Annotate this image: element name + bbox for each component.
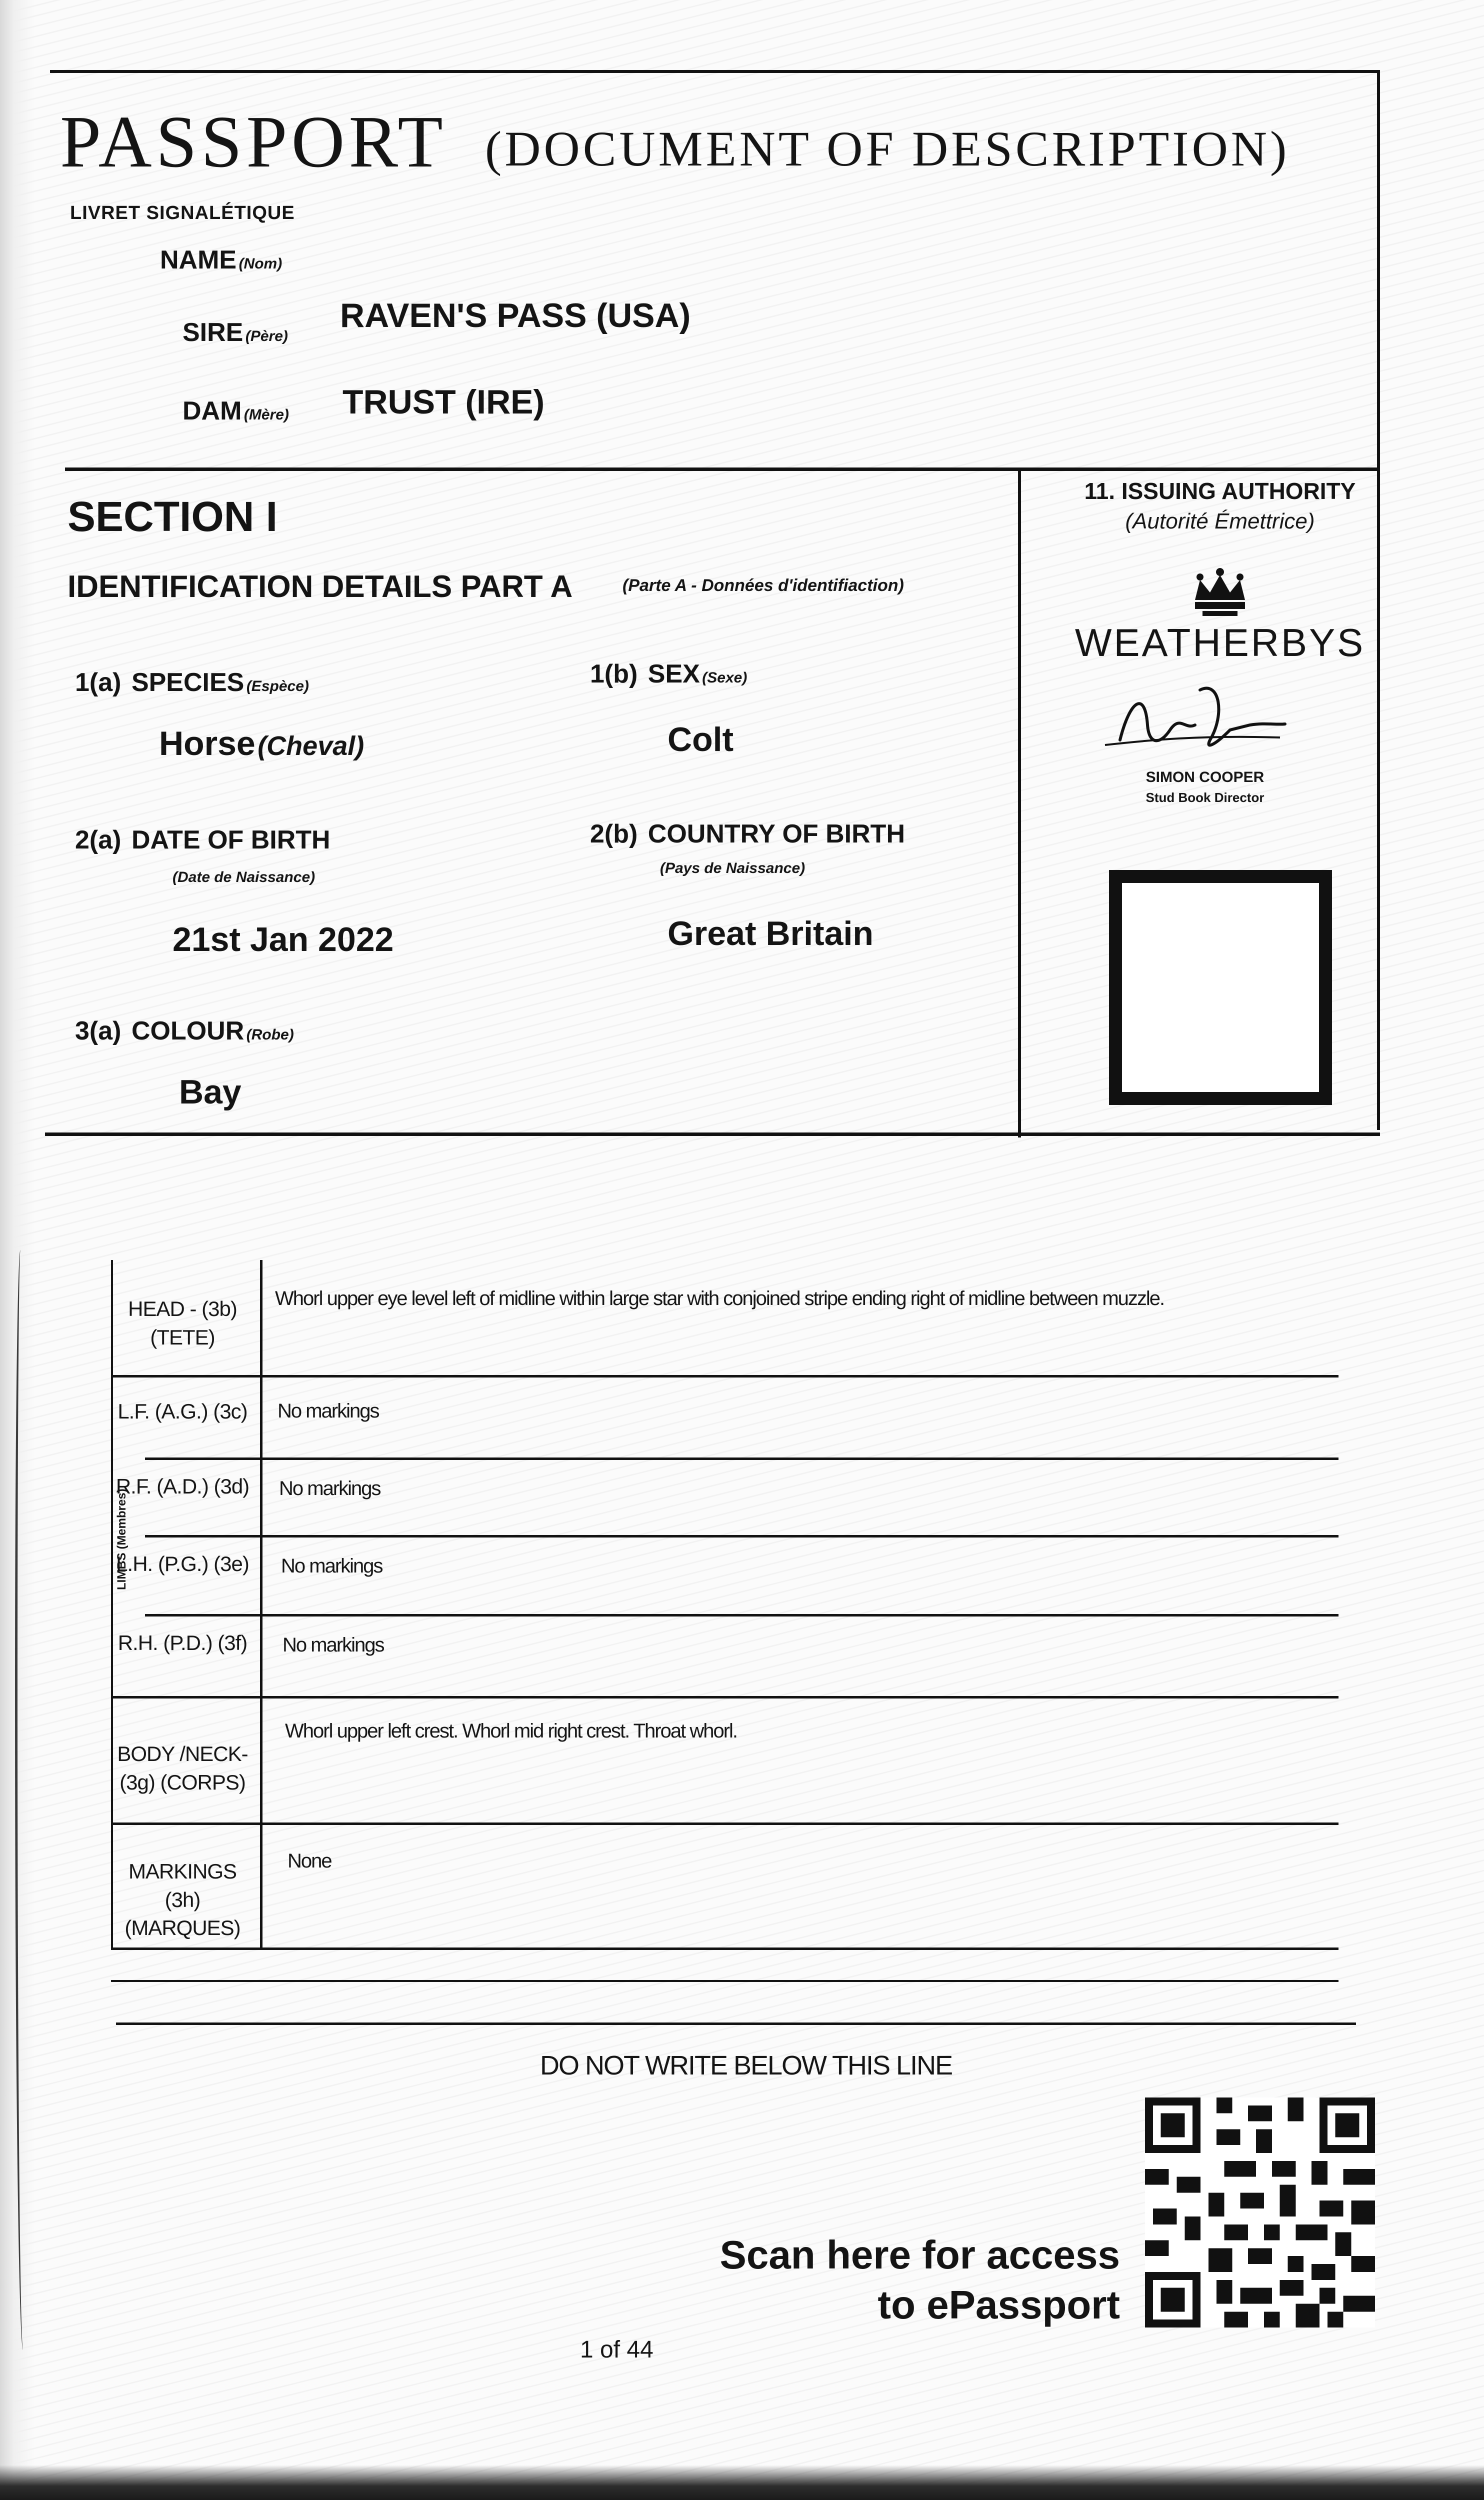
colour-value: Bay xyxy=(179,1073,242,1111)
species-number: 1(a) xyxy=(75,668,122,697)
species-label: SPECIES xyxy=(131,668,244,697)
species-value-row xyxy=(159,724,364,763)
header-box-right xyxy=(1377,70,1380,1130)
scan-line-1: Scan here for access xyxy=(720,2232,1120,2277)
colour-label-fr: (Robe) xyxy=(246,1026,294,1043)
passport-subtitle: (DOCUMENT OF DESCRIPTION) xyxy=(485,121,1290,176)
passport-title-fr: LIVRET SIGNALÉTIQUE xyxy=(70,202,295,224)
sire-label: SIRE xyxy=(182,318,244,347)
page-bottom-shadow xyxy=(0,2465,1484,2500)
scan-instructions xyxy=(650,2230,1120,2330)
markings-row-line xyxy=(111,1375,1338,1378)
dob-value: 21st Jan 2022 xyxy=(172,920,394,958)
species-label-fr: (Espèce) xyxy=(246,678,309,694)
country-label-fr: (Pays de Naissance) xyxy=(660,860,806,876)
dam-label-fr: (Mère) xyxy=(244,406,289,423)
name-label: NAME xyxy=(160,246,237,274)
markings-lh-label: L.H. (P.G.) (3e) xyxy=(116,1552,249,1576)
name-label-fr: (Nom) xyxy=(238,256,282,272)
markings-marks-label: MARKINGS (3h) (MARQUES) xyxy=(124,1860,240,1940)
do-not-write-label: DO NOT WRITE BELOW THIS LINE xyxy=(540,2050,952,2080)
markings-body-text: Whorl upper left crest. Whorl mid right crest. Throat whorl. xyxy=(285,1720,738,1742)
limbs-label: LIMBS (Membres) xyxy=(115,1488,128,1590)
markings-rf-label: R.F. (A.D.) (3d) xyxy=(116,1474,250,1498)
signatory-name: SIMON COOPER xyxy=(1146,769,1264,786)
section-box-bottom xyxy=(45,1132,1380,1136)
markings-row-line xyxy=(111,1948,1338,1950)
markings-head-label: HEAD - (3b) (TETE) xyxy=(128,1297,237,1349)
country-number: 2(b) xyxy=(590,820,638,848)
dam-label: DAM xyxy=(182,396,242,426)
identification-title-fr: (Parte A - Données d'identifiaction) xyxy=(622,576,904,595)
markings-row-line xyxy=(111,1822,1338,1825)
issuing-authority-title: 11. ISSUING AUTHORITY xyxy=(1084,478,1356,504)
markings-row-line xyxy=(145,1458,1338,1460)
markings-head-text: Whorl upper eye level left of midline within large star with conjoined stripe ending right of midline between muzzle. xyxy=(275,1288,1164,1310)
sire-label-fr: (Père) xyxy=(245,328,288,344)
sex-label-fr: (Sexe) xyxy=(702,670,748,686)
signatory-title: Stud Book Director xyxy=(1146,790,1264,805)
markings-marks-text: None xyxy=(288,1850,332,1872)
do-not-write-line xyxy=(116,2022,1356,2025)
markings-vertical-divider xyxy=(260,1260,262,1950)
colour-label: COLOUR xyxy=(131,1016,244,1046)
markings-row-line xyxy=(111,1980,1338,1982)
country-value: Great Britain xyxy=(668,914,874,952)
section-divider xyxy=(1018,468,1021,1138)
page-number: 1 of 44 xyxy=(580,2336,654,2363)
country-label-row xyxy=(590,819,905,849)
colour-label-row xyxy=(75,1016,294,1046)
name-row xyxy=(160,245,282,275)
signature-icon xyxy=(1100,670,1290,755)
qr-code-icon[interactable] xyxy=(1145,2098,1375,2328)
section-title: SECTION I xyxy=(68,493,278,540)
markings-left-border xyxy=(111,1260,113,1950)
dob-label: DATE OF BIRTH xyxy=(131,826,330,854)
species-value-fr: (Cheval) xyxy=(258,731,364,761)
markings-rh-label: R.H. (P.D.) (3f) xyxy=(118,1631,248,1654)
issuing-authority-title-fr: (Autorité Émettrice) xyxy=(1125,509,1315,534)
markings-body-label: BODY /NECK- (3g) (CORPS) xyxy=(117,1742,248,1794)
markings-rf-text: No markings xyxy=(279,1478,380,1500)
dob-number: 2(a) xyxy=(75,826,122,854)
species-label-row xyxy=(75,668,309,698)
dob-label-fr: (Date de Naissance) xyxy=(172,869,316,886)
sex-value: Colt xyxy=(668,720,734,758)
dam-value: TRUST (IRE) xyxy=(342,383,545,421)
sex-label-row xyxy=(590,659,747,689)
header-box-top xyxy=(50,70,1380,73)
crown-crest-icon xyxy=(1190,565,1250,620)
sire-row xyxy=(182,318,288,348)
markings-rh-text: No markings xyxy=(282,1634,384,1656)
identification-title: IDENTIFICATION DETAILS PART A xyxy=(68,570,573,604)
markings-row-line xyxy=(145,1535,1338,1538)
sex-number: 1(b) xyxy=(590,660,638,688)
markings-row-line xyxy=(145,1614,1338,1616)
section-box-top xyxy=(65,468,1380,471)
country-label: COUNTRY OF BIRTH xyxy=(648,820,905,848)
markings-row-line xyxy=(111,1696,1338,1698)
species-value: Horse xyxy=(159,724,256,762)
photo-placeholder-box xyxy=(1109,870,1332,1105)
markings-lf-label: L.F. (A.G.) (3c) xyxy=(118,1400,248,1423)
colour-number: 3(a) xyxy=(75,1016,122,1046)
markings-lf-text: No markings xyxy=(278,1400,379,1422)
scan-line-2: to ePassport xyxy=(878,2282,1120,2327)
passport-title: PASSPORT xyxy=(60,101,447,183)
weatherbys-logo: WEATHERBYS xyxy=(1074,620,1366,664)
markings-lh-text: No markings xyxy=(281,1555,382,1577)
sex-label: SEX xyxy=(648,660,700,688)
sire-value: RAVEN'S PASS (USA) xyxy=(340,296,691,334)
dam-row xyxy=(182,396,289,426)
dob-label-row xyxy=(75,825,330,855)
